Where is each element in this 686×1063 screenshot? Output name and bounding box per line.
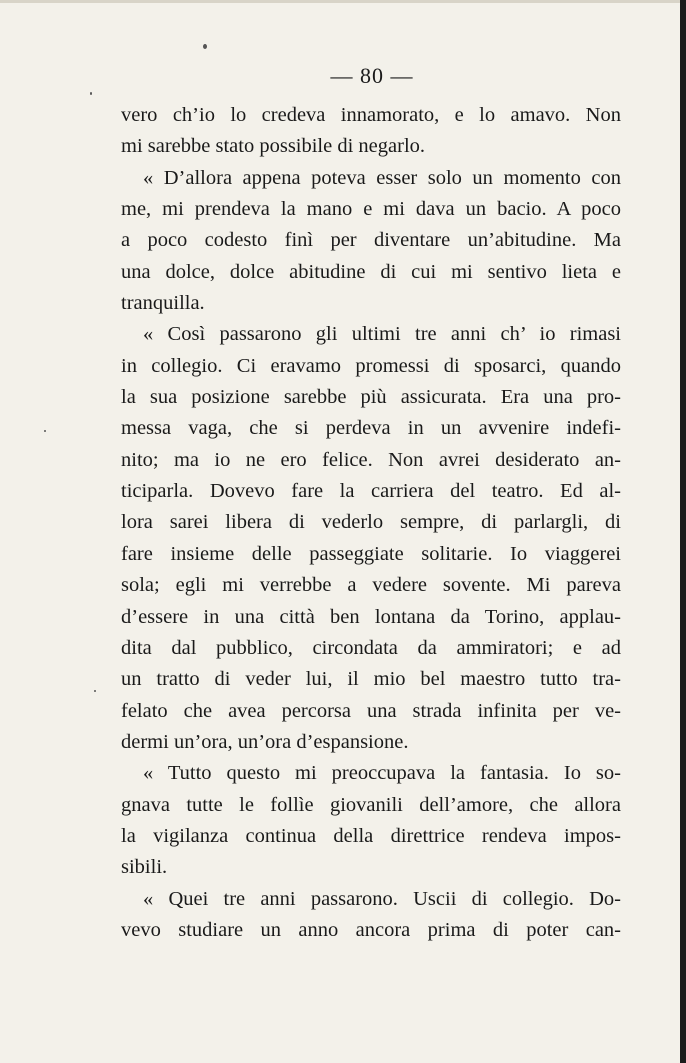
text-line: mi sarebbe stato possibile di negarlo. — [121, 135, 426, 158]
text-line: vevo studiare un anno ancora prima di poter can- — [121, 918, 621, 941]
text-line: me, mi prendeva la mano e mi dava un bacio. A poco — [121, 198, 621, 221]
ink-speck — [90, 92, 92, 95]
page-number: — 80 — — [330, 63, 414, 88]
text-line: lora sarei libera di vederlo sempre, di parlargli, di — [121, 511, 621, 534]
text-line: gnava tutte le follìe giovanili dell’amore, che allora — [121, 793, 621, 816]
body-text — [121, 100, 621, 946]
text-line: « Così passarono gli ultimi tre anni ch’ io rimasi — [143, 323, 621, 346]
text-line: sola; egli mi verrebbe a vedere sovente. Mi pareva — [121, 574, 621, 597]
text-line: messa vaga, che si perdeva in un avvenire indefi- — [121, 417, 621, 440]
text-line: la sua posizione sarebbe più assicurata. Era una pro- — [121, 386, 621, 409]
text-line: dermi un’ora, un’ora d’espansione. — [121, 730, 409, 753]
text-line: ticiparla. Dovevo fare la carriera del teatro. Ed al- — [121, 480, 621, 503]
text-line: « Tutto questo mi preoccupava la fantasia. Io so- — [143, 762, 621, 785]
text-line: d’essere in una città ben lontana da Torino, applau- — [121, 605, 621, 628]
text-line: un tratto di veder lui, il mio bel maestro tutto tra- — [121, 668, 621, 691]
text-line: a poco codesto finì per diventare un’abitudine. Ma — [121, 229, 621, 252]
page-binding-shadow — [680, 0, 686, 1063]
ink-speck — [203, 44, 207, 49]
text-line: la vigilanza continua della direttrice rendeva impos- — [121, 824, 621, 847]
page-top-edge — [0, 0, 686, 3]
text-line: dita dal pubblico, circondata da ammiratori; e ad — [121, 636, 621, 659]
text-line: tranquilla. — [121, 292, 205, 315]
ink-speck — [94, 690, 96, 692]
text-line: in collegio. Ci eravamo promessi di sposarci, quando — [121, 354, 621, 377]
text-line: felato che avea percorsa una strada infinita per ve- — [121, 699, 621, 722]
text-line: una dolce, dolce abitudine di cui mi sentivo lieta e — [121, 260, 621, 283]
text-line: fare insieme delle passeggiate solitarie. Io viaggerei — [121, 542, 621, 565]
text-line: sibili. — [121, 856, 168, 879]
text-line: « D’allora appena poteva esser solo un momento con — [143, 166, 621, 189]
text-line: nito; ma io ne ero felice. Non avrei desiderato an- — [121, 448, 621, 471]
ink-speck — [44, 430, 46, 432]
text-line: vero ch’io lo credeva innamorato, e lo amavo. Non — [121, 104, 621, 126]
text-line: « Quei tre anni passarono. Uscii di collegio. Do- — [143, 887, 621, 910]
